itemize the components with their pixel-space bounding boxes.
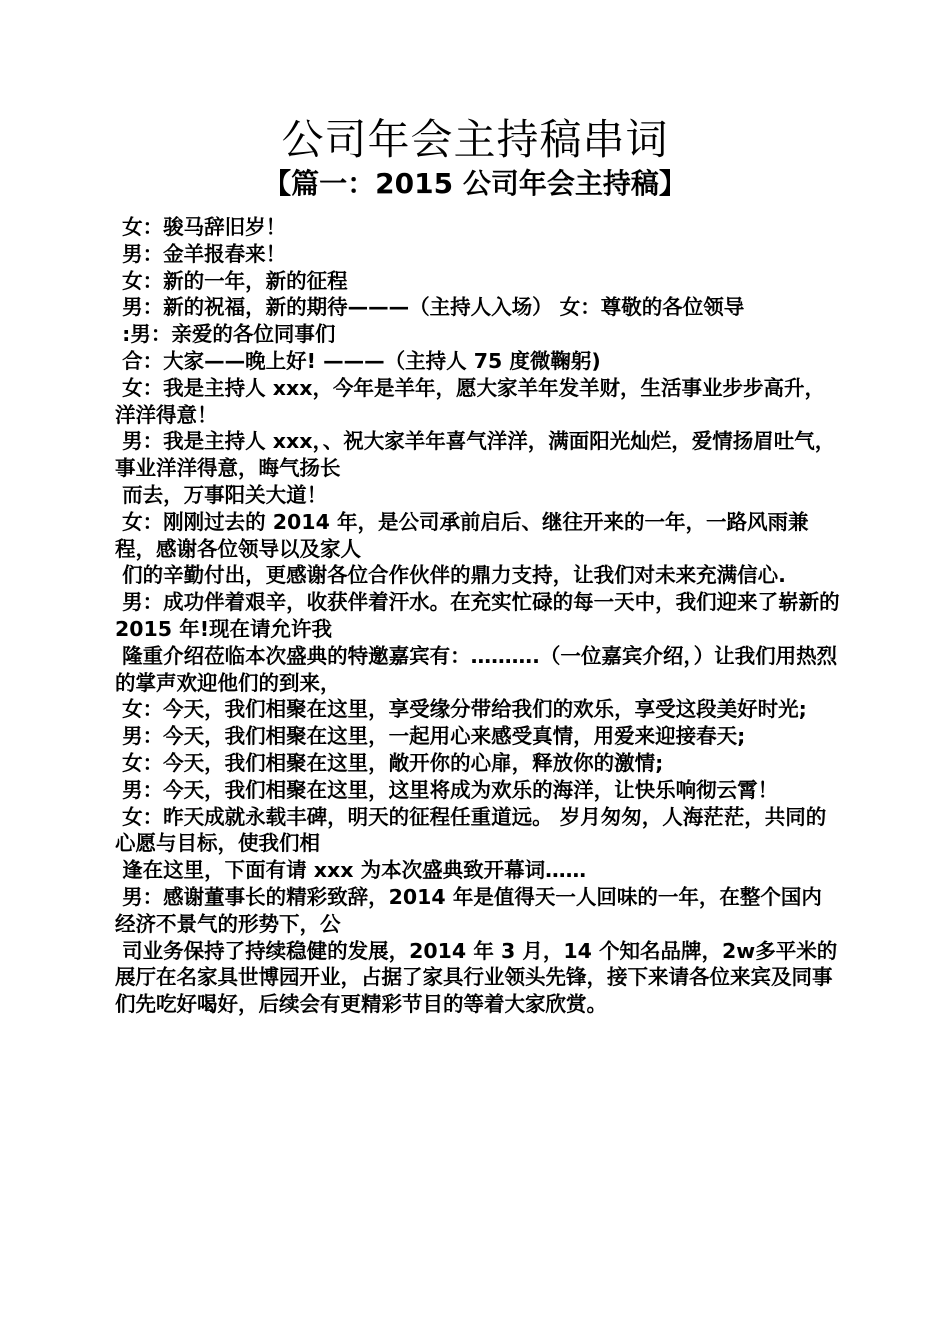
script-line: 男：我是主持人 xxx，、祝大家羊年喜气洋洋，满面阳光灿烂，爱情扬眉吐气，事业洋洋得意，晦气扬长 (115, 429, 836, 481)
script-line: 男：今天，我们相聚在这里，一起用心来感受真情，用爱来迎接春天; (115, 724, 746, 749)
script-line: 合：大家——晚上好! ———（主持人 75 度微鞠躬) (115, 348, 601, 373)
script-line: 男：新的祝福，新的期待———（主持人入场） 女：尊敬的各位领导 (115, 295, 745, 320)
script-line: 男：金羊报春来！ (115, 241, 287, 266)
script-line: 男：感谢董事长的精彩致辞，2014 年是值得天一人回味的一年，在整个国内经济不景气的形势下，公 (115, 884, 822, 936)
document-body (115, 214, 847, 1018)
script-line: 逢在这里，下面有请 xxx 为本次盛典致开幕词…… (115, 858, 587, 883)
document-title: 公司年会主持稿串词 (281, 115, 669, 164)
document-subtitle: 【篇一：2015 公司年会主持稿】 (263, 167, 687, 200)
script-line: :男：亲爱的各位同事们 (115, 322, 336, 347)
script-line: 女：骏马辞旧岁！ (115, 215, 287, 239)
script-line: 女：昨天成就永载丰碑，明天的征程任重道远。 岁月匆匆，人海茫茫，共同的心愿与目标，使我们相 (115, 804, 827, 856)
script-line: 女：刚刚过去的 2014 年，是公司承前启后、继往开来的一年，一路风雨兼程，感谢各位领导以及家人 (115, 509, 809, 561)
script-line: 女：新的一年，新的征程 (115, 268, 348, 293)
script-line: 男：今天，我们相聚在这里，这里将成为欢乐的海洋，让快乐响彻云霄！ (115, 777, 779, 802)
script-line: 女：今天，我们相聚在这里，享受缘分带给我们的欢乐，享受这段美好时光; (115, 697, 807, 722)
script-line: 隆重介绍莅临本次盛典的特邀嘉宾有：……….（一位嘉宾介绍，）让我们用热烈的掌声欢迎他们的到来， (115, 643, 838, 695)
script-line: 司业务保持了持续稳健的发展，2014 年 3 月，14 个知名品牌，2w多平米的展厅在名家具世博园开业，占据了家具行业领头先锋，接下来请各位来宾及同事们先吃好喝好，后续会有更精彩节目的等着大家欣赏。 (115, 938, 838, 1017)
script-line: 男：成功伴着艰辛，收获伴着汗水。在充实忙碌的每一天中，我们迎来了崭新的 2015 年!现在请允许我 (115, 590, 847, 641)
script-line: 女：今天，我们相聚在这里，敞开你的心扉，释放你的激情; (115, 750, 664, 775)
script-line: 们的辛勤付出，更感谢各位合作伙伴的鼎力支持，让我们对未来充满信心. (115, 563, 786, 588)
script-line: 而去，万事阳关大道！ (115, 482, 328, 507)
script-line: 女：我是主持人 xxx，今年是羊年，愿大家羊年发羊财，生活事业步步高升，洋洋得意！ (115, 375, 825, 427)
